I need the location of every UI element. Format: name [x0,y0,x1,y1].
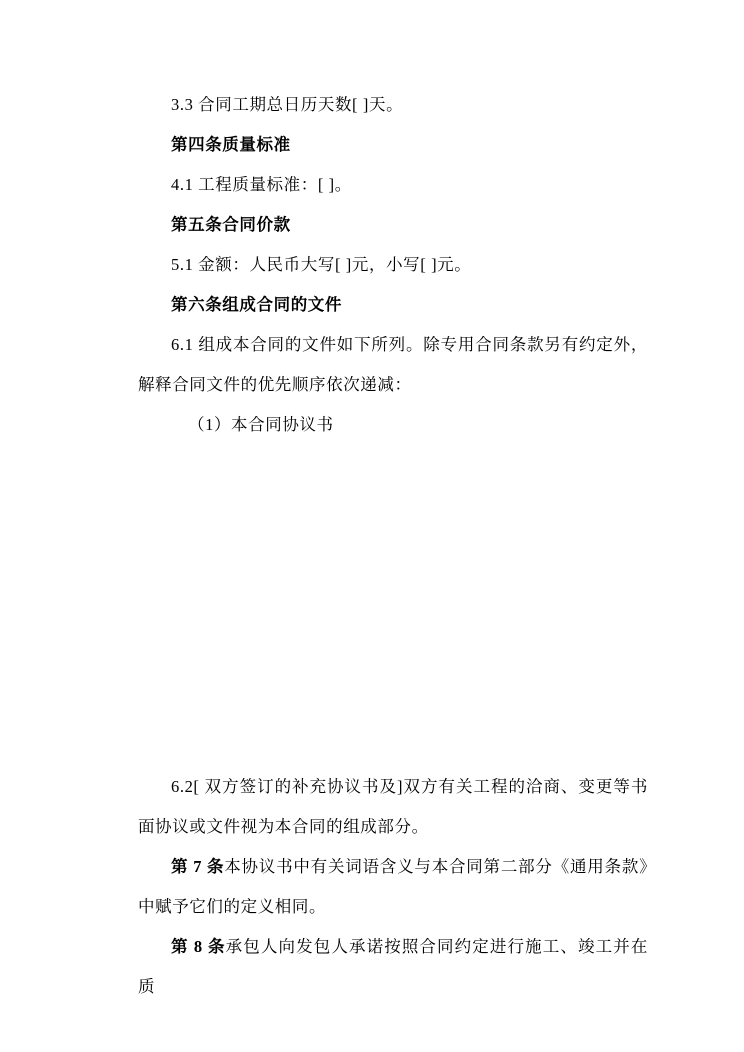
heading-article-6: 第六条组成合同的文件 [171,295,342,314]
paragraph-article-7-text: 本协议书中有关词语含义与本合同第二部分《通用条款》中赋予它们的定义相同。 [138,857,648,916]
heading-article-8-label: 第 8 条 [171,937,226,956]
paragraph-article-8-text: 承包人向发包人承诺按照合同约定进行施工、竣工并在质 [138,937,648,996]
heading-article-5: 第五条合同价款 [171,215,291,234]
paragraph-clause-6-2: 6.2[ 双方签订的补充协议书及]双方有关工程的洽商、变更等书面协议或文件视为本合同的组成部分。 [138,777,648,836]
paragraph-clause-4-1: 4.1 工程质量标准：[ ]。 [171,175,352,194]
paragraph-clause-6-1-item-1: （1）本合同协议书 [188,415,334,434]
blank-space [138,445,648,767]
paragraph-article-8 [138,927,648,1007]
paragraph-article-7 [138,847,648,927]
paragraph-clause-5-1: 5.1 金额：人民币大写[ ]元，小写[ ]元。 [171,255,472,274]
heading-article-7-label: 第 7 条 [171,857,225,876]
paragraph-clause-6-1: 6.1 组成本合同的文件如下所列。除专用合同条款另有约定外，解释合同文件的优先顺序依次递减： [138,335,648,394]
heading-article-4: 第四条质量标准 [171,135,291,154]
document-body [138,85,648,1007]
paragraph-clause-3-3: 3.3 合同工期总日历天数[ ]天。 [171,95,404,114]
